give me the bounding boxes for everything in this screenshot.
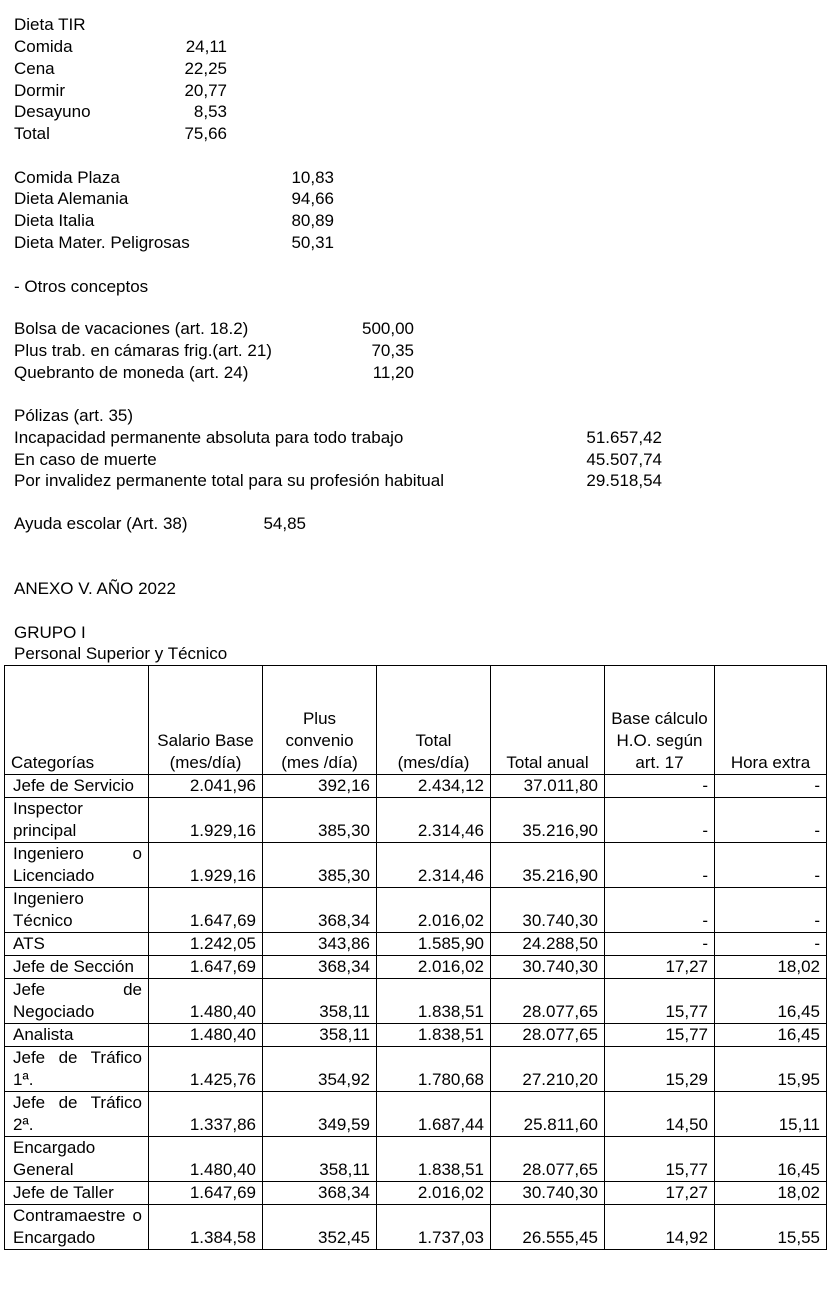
cell-total: 1.585,90 bbox=[377, 933, 491, 956]
dieta-tir-value: 24,11 bbox=[185, 37, 227, 56]
dieta-tir-value: 20,77 bbox=[184, 81, 227, 100]
cell-anual: 28.077,65 bbox=[491, 1024, 605, 1047]
cell-anual: 30.740,30 bbox=[491, 888, 605, 933]
table-row bbox=[5, 843, 827, 888]
cell-base: 14,50 bbox=[605, 1092, 715, 1137]
dieta-extra-label: Comida Plaza bbox=[14, 168, 120, 187]
dieta-extra-label: Dieta Alemania bbox=[14, 189, 129, 208]
otros-value: 500,00 bbox=[362, 319, 414, 338]
dieta-extra-value: 10,83 bbox=[291, 168, 334, 187]
cell-base: - bbox=[605, 775, 715, 798]
cell-hora: - bbox=[715, 888, 827, 933]
cell-total: 2.016,02 bbox=[377, 956, 491, 979]
cell-hora: 15,55 bbox=[715, 1205, 827, 1250]
salary-table bbox=[4, 665, 827, 1250]
cell-salario: 1.929,16 bbox=[149, 798, 263, 843]
cell-category: Contramaestre o Encargado bbox=[5, 1205, 149, 1250]
cell-salario: 1.337,86 bbox=[149, 1092, 263, 1137]
cell-base: - bbox=[605, 798, 715, 843]
cell-hora: 15,95 bbox=[715, 1047, 827, 1092]
cell-hora: - bbox=[715, 843, 827, 888]
cell-anual: 28.077,65 bbox=[491, 1137, 605, 1182]
table-row bbox=[5, 1047, 827, 1092]
dieta-tir-value: 8,53 bbox=[193, 102, 227, 121]
cell-plus: 385,30 bbox=[263, 798, 377, 843]
otros-label: Bolsa de vacaciones (art. 18.2) bbox=[14, 319, 249, 338]
cell-plus: 385,30 bbox=[263, 843, 377, 888]
cell-salario: 1.647,69 bbox=[149, 956, 263, 979]
dieta-extra-label: Dieta Italia bbox=[14, 211, 95, 230]
cell-plus: 358,11 bbox=[263, 1024, 377, 1047]
table-row bbox=[5, 1137, 827, 1182]
cell-base: 14,92 bbox=[605, 1205, 715, 1250]
cell-base: - bbox=[605, 888, 715, 933]
dieta-tir-label: Dormir bbox=[14, 81, 65, 100]
otros-label: Quebranto de moneda (art. 24) bbox=[14, 363, 249, 382]
cell-category: Jefe de Tráfico 1ª. bbox=[5, 1047, 149, 1092]
cell-anual: 25.811,60 bbox=[491, 1092, 605, 1137]
table-row bbox=[5, 775, 827, 798]
cell-base: 15,77 bbox=[605, 979, 715, 1024]
table-row bbox=[5, 1182, 827, 1205]
dieta-tir-total-label: Total bbox=[14, 124, 50, 143]
cell-salario: 1.242,05 bbox=[149, 933, 263, 956]
cell-base: - bbox=[605, 843, 715, 888]
ayuda-value: 54,85 bbox=[263, 514, 306, 533]
cell-base: 15,77 bbox=[605, 1137, 715, 1182]
cell-category: ATS bbox=[5, 933, 149, 956]
cell-category: Encargado General bbox=[5, 1137, 149, 1182]
cell-hora: 18,02 bbox=[715, 1182, 827, 1205]
poliza-value: 51.657,42 bbox=[586, 428, 662, 447]
dieta-tir-label: Cena bbox=[14, 59, 55, 78]
cell-salario: 2.041,96 bbox=[149, 775, 263, 798]
dieta-tir-total-value: 75,66 bbox=[184, 124, 227, 143]
cell-base: 17,27 bbox=[605, 1182, 715, 1205]
dieta-tir-value: 22,25 bbox=[184, 59, 227, 78]
cell-anual: 37.011,80 bbox=[491, 775, 605, 798]
otros-value: 70,35 bbox=[371, 341, 414, 360]
cell-category: Jefe de Servicio bbox=[5, 775, 149, 798]
otros-label: Plus trab. en cámaras frig.(art. 21) bbox=[14, 341, 272, 360]
cell-plus: 358,11 bbox=[263, 1137, 377, 1182]
cell-category: Ingeniero o Licenciado bbox=[5, 843, 149, 888]
col-header-hora-extra: Hora extra bbox=[715, 666, 827, 775]
cell-base: - bbox=[605, 933, 715, 956]
cell-category: Ingeniero Técnico bbox=[5, 888, 149, 933]
otros-value: 11,20 bbox=[372, 363, 414, 382]
cell-salario: 1.647,69 bbox=[149, 1182, 263, 1205]
cell-anual: 30.740,30 bbox=[491, 1182, 605, 1205]
poliza-label: Por invalidez permanente total para su profesión habitual bbox=[14, 471, 444, 490]
cell-plus: 368,34 bbox=[263, 1182, 377, 1205]
cell-salario: 1.929,16 bbox=[149, 843, 263, 888]
cell-salario: 1.480,40 bbox=[149, 1137, 263, 1182]
cell-hora: 16,45 bbox=[715, 1137, 827, 1182]
cell-total: 1.737,03 bbox=[377, 1205, 491, 1250]
table-row bbox=[5, 933, 827, 956]
cell-plus: 368,34 bbox=[263, 888, 377, 933]
col-header-total: Total (mes/día) bbox=[377, 666, 491, 775]
cell-base: 17,27 bbox=[605, 956, 715, 979]
cell-hora: 15,11 bbox=[715, 1092, 827, 1137]
cell-plus: 352,45 bbox=[263, 1205, 377, 1250]
cell-anual: 35.216,90 bbox=[491, 843, 605, 888]
col-header-total-anual: Total anual bbox=[491, 666, 605, 775]
poliza-label: Incapacidad permanente absoluta para todo trabajo bbox=[14, 428, 404, 447]
cell-total: 2.314,46 bbox=[377, 843, 491, 888]
cell-anual: 27.210,20 bbox=[491, 1047, 605, 1092]
cell-anual: 30.740,30 bbox=[491, 956, 605, 979]
cell-hora: 16,45 bbox=[715, 979, 827, 1024]
group-subtitle: Personal Superior y Técnico bbox=[14, 644, 228, 663]
cell-total: 2.016,02 bbox=[377, 888, 491, 933]
dieta-extra-value: 50,31 bbox=[291, 233, 334, 252]
cell-total: 1.780,68 bbox=[377, 1047, 491, 1092]
table-row bbox=[5, 888, 827, 933]
table-row bbox=[5, 1205, 827, 1250]
cell-total: 1.838,51 bbox=[377, 1024, 491, 1047]
cell-total: 1.838,51 bbox=[377, 1137, 491, 1182]
cell-total: 2.314,46 bbox=[377, 798, 491, 843]
cell-plus: 392,16 bbox=[263, 775, 377, 798]
cell-total: 1.687,44 bbox=[377, 1092, 491, 1137]
cell-salario: 1.384,58 bbox=[149, 1205, 263, 1250]
dieta-tir-label: Desayuno bbox=[14, 102, 91, 121]
col-header-base-calculo: Base cálculo H.O. según art. 17 bbox=[605, 666, 715, 775]
cell-hora: 18,02 bbox=[715, 956, 827, 979]
cell-category: Inspector principal bbox=[5, 798, 149, 843]
group-title: GRUPO I bbox=[14, 623, 86, 642]
table-row bbox=[5, 1024, 827, 1047]
dieta-extra-label: Dieta Mater. Peligrosas bbox=[14, 233, 190, 252]
anexo-title: ANEXO V. AÑO 2022 bbox=[14, 579, 176, 598]
cell-category: Jefe de Sección bbox=[5, 956, 149, 979]
cell-hora: 16,45 bbox=[715, 1024, 827, 1047]
cell-salario: 1.480,40 bbox=[149, 979, 263, 1024]
cell-plus: 343,86 bbox=[263, 933, 377, 956]
cell-hora: - bbox=[715, 798, 827, 843]
table-row bbox=[5, 798, 827, 843]
cell-salario: 1.647,69 bbox=[149, 888, 263, 933]
cell-anual: 24.288,50 bbox=[491, 933, 605, 956]
cell-total: 1.838,51 bbox=[377, 979, 491, 1024]
cell-total: 2.016,02 bbox=[377, 1182, 491, 1205]
ayuda-label: Ayuda escolar (Art. 38) bbox=[14, 514, 188, 533]
table-row bbox=[5, 979, 827, 1024]
cell-salario: 1.425,76 bbox=[149, 1047, 263, 1092]
cell-category: Jefe de Tráfico 2ª. bbox=[5, 1092, 149, 1137]
cell-hora: - bbox=[715, 775, 827, 798]
cell-category: Jefe de Negociado bbox=[5, 979, 149, 1024]
cell-base: 15,77 bbox=[605, 1024, 715, 1047]
cell-plus: 358,11 bbox=[263, 979, 377, 1024]
cell-base: 15,29 bbox=[605, 1047, 715, 1092]
cell-plus: 368,34 bbox=[263, 956, 377, 979]
cell-plus: 349,59 bbox=[263, 1092, 377, 1137]
cell-category: Analista bbox=[5, 1024, 149, 1047]
poliza-label: En caso de muerte bbox=[14, 450, 157, 469]
table-row bbox=[5, 956, 827, 979]
cell-total: 2.434,12 bbox=[377, 775, 491, 798]
otros-heading: - Otros conceptos bbox=[14, 277, 149, 296]
cell-anual: 35.216,90 bbox=[491, 798, 605, 843]
cell-salario: 1.480,40 bbox=[149, 1024, 263, 1047]
dieta-tir-label: Comida bbox=[14, 37, 73, 56]
cell-hora: - bbox=[715, 933, 827, 956]
cell-category: Jefe de Taller bbox=[5, 1182, 149, 1205]
dieta-extra-value: 94,66 bbox=[291, 189, 334, 208]
table-header-row bbox=[5, 666, 827, 775]
polizas-heading: Pólizas (art. 35) bbox=[14, 406, 134, 425]
dieta-extra-value: 80,89 bbox=[291, 211, 334, 230]
poliza-value: 29.518,54 bbox=[586, 471, 662, 490]
cell-plus: 354,92 bbox=[263, 1047, 377, 1092]
table-row bbox=[5, 1092, 827, 1137]
col-header-salario: Salario Base (mes/día) bbox=[149, 666, 263, 775]
dieta-tir-title: Dieta TIR bbox=[14, 15, 86, 34]
cell-anual: 26.555,45 bbox=[491, 1205, 605, 1250]
cell-anual: 28.077,65 bbox=[491, 979, 605, 1024]
col-header-categorias: Categorías bbox=[5, 666, 149, 775]
col-header-plus: Plus convenio (mes /día) bbox=[263, 666, 377, 775]
poliza-value: 45.507,74 bbox=[586, 450, 662, 469]
